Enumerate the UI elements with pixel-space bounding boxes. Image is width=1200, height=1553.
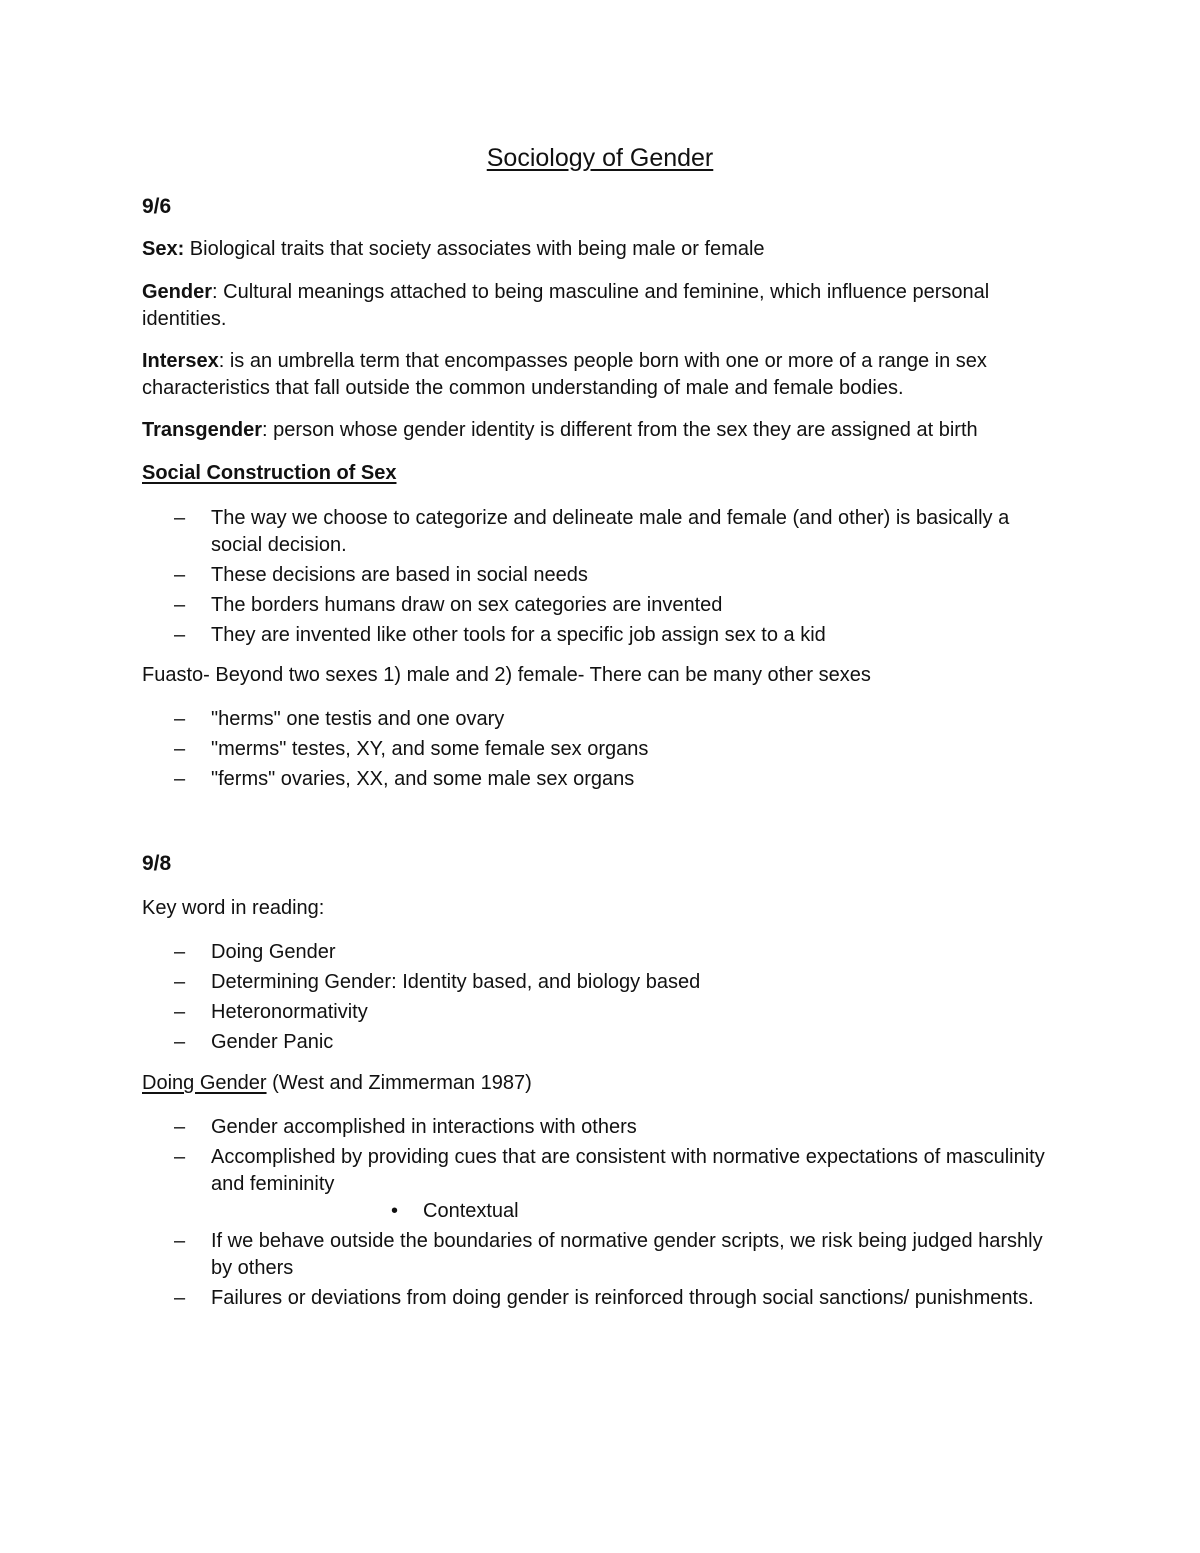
dash-marker: –	[174, 594, 186, 616]
dash-marker: –	[174, 564, 186, 586]
list-item-text: Failures or deviations from doing gender is reinforced through social sanctions/ punishments.	[211, 1287, 1034, 1309]
sub-list-item	[142, 1198, 1062, 1225]
list-item	[142, 592, 1062, 619]
list-item-text: Gender accomplished in interactions with others	[211, 1116, 637, 1138]
list-item-text: The borders humans draw on sex categories are invented	[211, 594, 723, 616]
list-item-text: These decisions are based in social needs	[211, 564, 588, 586]
list-item-text: Heteronormativity	[211, 1001, 368, 1023]
list-item	[142, 1285, 1062, 1312]
list-item-text: The way we choose to categorize and delineate male and female (and other) is basically a social decision.	[211, 507, 1010, 556]
definition-term: Intersex	[142, 350, 219, 372]
list-item-text: "merms" testes, XY, and some female sex organs	[211, 738, 649, 760]
definition-text: : is an umbrella term that encompasses people born with one or more of a range in sex characteristics that fall outside the common understanding of male and female bodies.	[142, 350, 987, 399]
list-item	[142, 969, 1062, 996]
list-item	[142, 1029, 1062, 1056]
list-item-text: "herms" one testis and one ovary	[211, 708, 505, 730]
dash-marker: –	[174, 1031, 186, 1053]
dash-marker: –	[174, 768, 186, 790]
list-item	[142, 1114, 1062, 1141]
dash-marker: –	[174, 624, 186, 646]
dash-marker: –	[174, 708, 186, 730]
definition-sex	[142, 236, 1062, 263]
list-item-text: If we behave outside the boundaries of normative gender scripts, we risk being judged harshly by others	[211, 1230, 1043, 1279]
fuasto-list	[142, 706, 1062, 793]
list-item	[142, 622, 1062, 649]
dash-marker: –	[174, 971, 186, 993]
keyword-intro: Key word in reading:	[142, 897, 325, 919]
date-heading-9-6: 9/6	[142, 195, 172, 218]
dash-marker: –	[174, 941, 186, 963]
definition-transgender	[142, 417, 1062, 444]
definition-gender	[142, 279, 1062, 333]
keyword-list	[142, 939, 1062, 1056]
list-item-text: They are invented like other tools for a specific job assign sex to a kid	[211, 624, 826, 646]
social-construction-heading: Social Construction of Sex	[142, 462, 397, 484]
bullet-marker: •	[391, 1200, 399, 1222]
list-item-text: Gender Panic	[211, 1031, 334, 1053]
list-item	[142, 939, 1062, 966]
doing-gender-citation: (West and Zimmerman 1987)	[266, 1072, 532, 1094]
dash-marker: –	[174, 1230, 186, 1252]
definition-term: Transgender	[142, 419, 263, 441]
social-construction-list	[142, 505, 1062, 649]
definition-text: : Cultural meanings attached to being masculine and feminine, which influence personal identities.	[142, 281, 990, 330]
definition-intersex	[142, 348, 1062, 402]
list-item	[142, 562, 1062, 589]
list-item	[142, 766, 1062, 793]
list-item	[142, 1228, 1062, 1282]
dash-marker: –	[174, 738, 186, 760]
definition-term: Gender	[142, 281, 213, 303]
list-item-text: Accomplished by providing cues that are consistent with normative expectations of masculinity and femininity	[211, 1146, 1045, 1195]
list-item-text: "ferms" ovaries, XX, and some male sex organs	[211, 768, 635, 790]
definition-term: Sex:	[142, 238, 185, 260]
list-item	[142, 505, 1062, 559]
doing-gender-list	[142, 1114, 1062, 1312]
dash-marker: –	[174, 507, 186, 529]
definition-text: Biological traits that society associates with being male or female	[184, 238, 765, 260]
definition-text: : person whose gender identity is different from the sex they are assigned at birth	[262, 419, 978, 441]
dash-marker: –	[174, 1116, 186, 1138]
doing-gender-heading	[142, 1070, 1062, 1097]
list-item	[142, 999, 1062, 1026]
dash-marker: –	[174, 1287, 186, 1309]
page-title: Sociology of Gender	[486, 144, 714, 172]
fuasto-paragraph: Fuasto- Beyond two sexes 1) male and 2) female- There can be many other sexes	[142, 664, 871, 686]
list-item-text: Determining Gender: Identity based, and biology based	[211, 971, 701, 993]
list-item-text: Doing Gender	[211, 941, 336, 963]
list-item	[142, 1144, 1062, 1225]
dash-marker: –	[174, 1001, 186, 1023]
dash-marker: –	[174, 1146, 186, 1168]
date-heading-9-8: 9/8	[142, 852, 172, 875]
list-item	[142, 736, 1062, 763]
doing-gender-title: Doing Gender	[142, 1072, 267, 1094]
sub-list-item-text: Contextual	[423, 1200, 519, 1222]
list-item	[142, 706, 1062, 733]
